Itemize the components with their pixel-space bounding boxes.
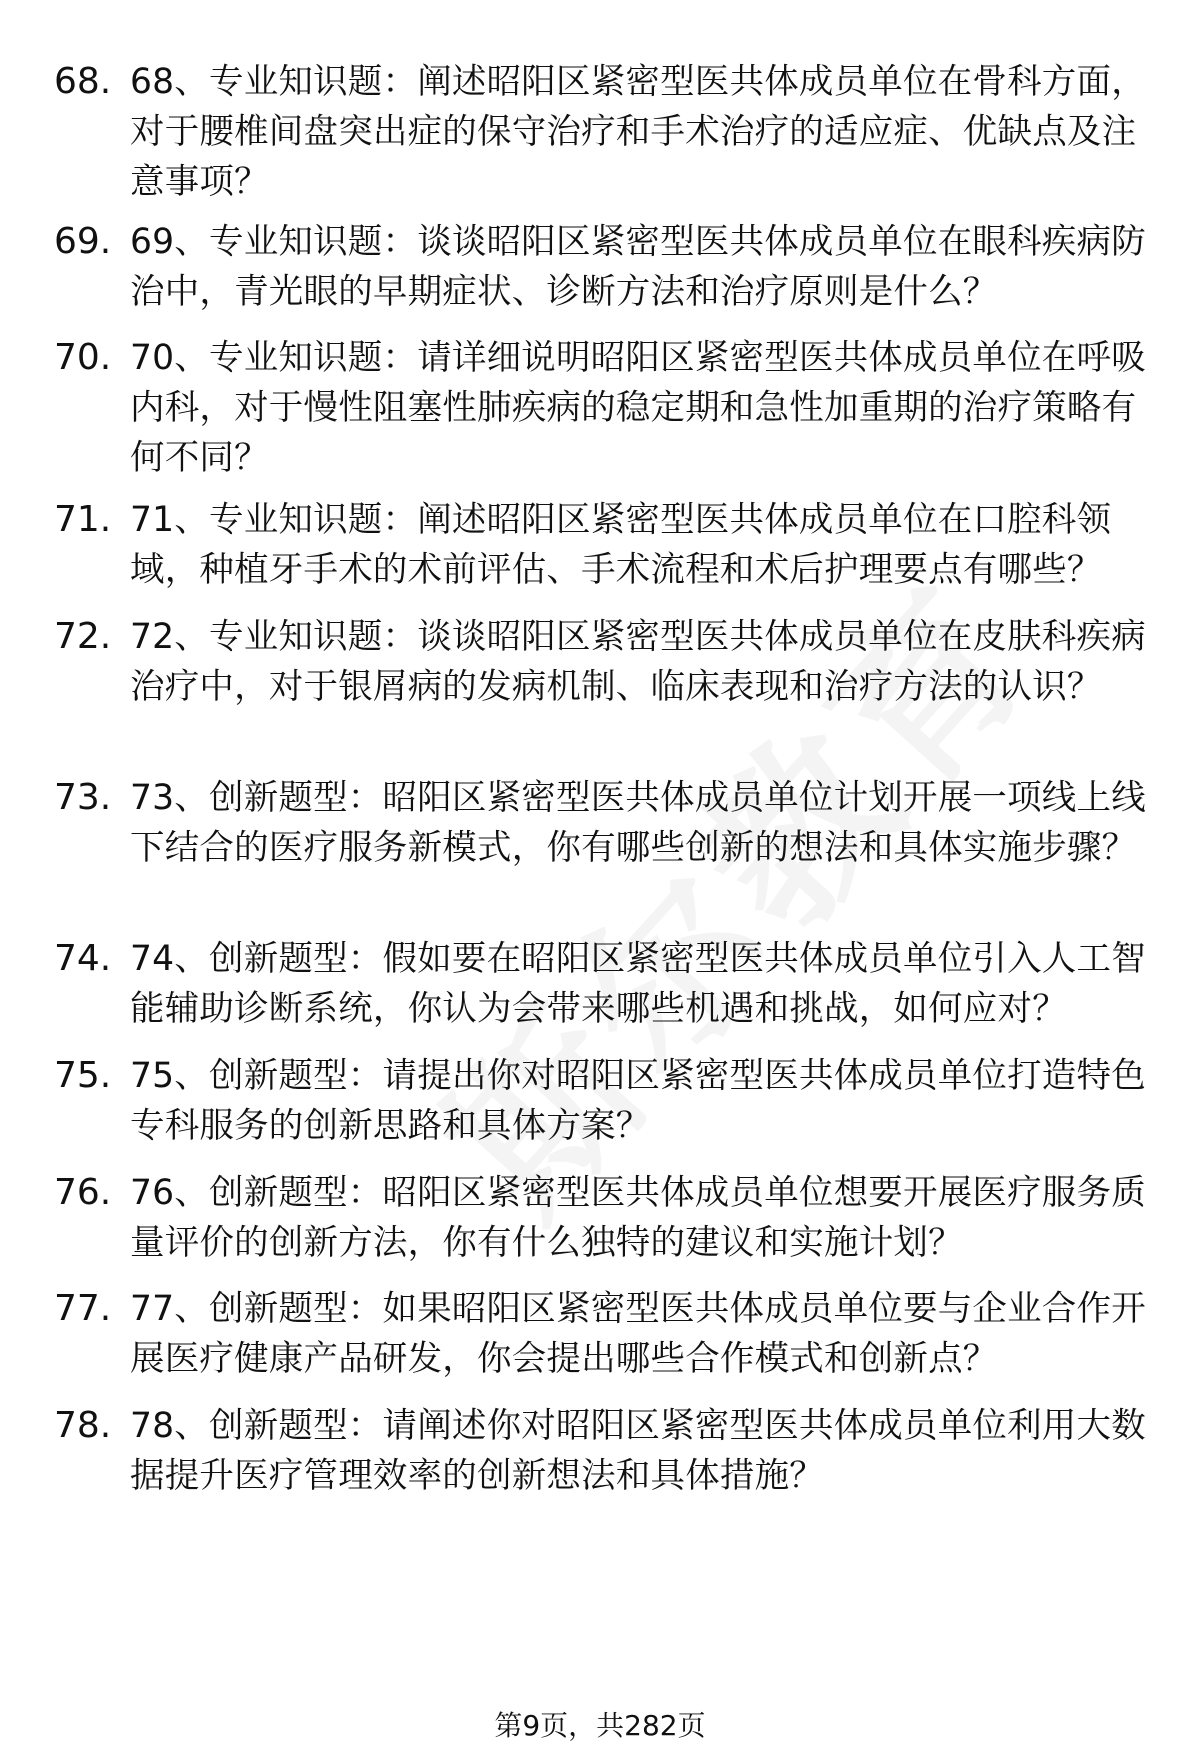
question-text: 68、专业知识题：阐述昭阳区紧密型医共体成员单位在骨科方面，对于腰椎间盘突出症的保守治疗和手术治疗的适应症、优缺点及注意事项？: [130, 62, 1146, 202]
question-text: 71、专业知识题：阐述昭阳区紧密型医共体成员单位在口腔科领域，种植牙手术的术前评估、手术流程和术后护理要点有哪些？: [130, 500, 1112, 590]
question-text: 72、专业知识题：谈谈昭阳区紧密型医共体成员单位在皮肤科疾病治疗中，对于银屑病的发病机制、临床表现和治疗方法的认识？: [130, 617, 1146, 707]
question-number: 75.: [54, 1055, 112, 1096]
question-number: 73.: [54, 777, 112, 818]
question-text: 74、创新题型：假如要在昭阳区紧密型医共体成员单位引入人工智能辅助诊断系统，你认为会带来哪些机遇和挑战，如何应对？: [130, 939, 1146, 1029]
question-text: 69、专业知识题：谈谈昭阳区紧密型医共体成员单位在眼科疾病防治中，青光眼的早期症状、诊断方法和治疗原则是什么？: [130, 222, 1146, 312]
question-number: 74.: [54, 938, 112, 979]
question-number: 78.: [54, 1405, 112, 1446]
question-text: 70、专业知识题：请详细说明昭阳区紧密型医共体成员单位在呼吸内科，对于慢性阻塞性肺疾病的稳定期和急性加重期的治疗策略有何不同？: [130, 338, 1146, 478]
question-number: 68.: [54, 61, 112, 102]
question-number: 77.: [54, 1288, 112, 1329]
question-number: 70.: [54, 337, 112, 378]
question-text: 73、创新题型：昭阳区紧密型医共体成员单位计划开展一项线上线下结合的医疗服务新模式，你有哪些创新的想法和具体实施步骤？: [130, 778, 1146, 868]
question-number: 76.: [54, 1172, 112, 1213]
question-text: 77、创新题型：如果昭阳区紧密型医共体成员单位要与企业合作开展医疗健康产品研发，你会提出哪些合作模式和创新点？: [130, 1289, 1146, 1379]
question-number: 71.: [54, 499, 112, 540]
page-footer: 第9页，共282页: [494, 1709, 706, 1742]
question-text: 75、创新题型：请提出你对昭阳区紧密型医共体成员单位打造特色专科服务的创新思路和具体方案？: [130, 1056, 1146, 1146]
question-number: 69.: [54, 221, 112, 262]
question-text: 78、创新题型：请阐述你对昭阳区紧密型医共体成员单位利用大数据提升医疗管理效率的创新想法和具体措施？: [130, 1406, 1146, 1496]
question-number: 72.: [54, 616, 112, 657]
question-text: 76、创新题型：昭阳区紧密型医共体成员单位想要开展医疗服务质量评价的创新方法，你有什么独特的建议和实施计划？: [130, 1173, 1146, 1263]
